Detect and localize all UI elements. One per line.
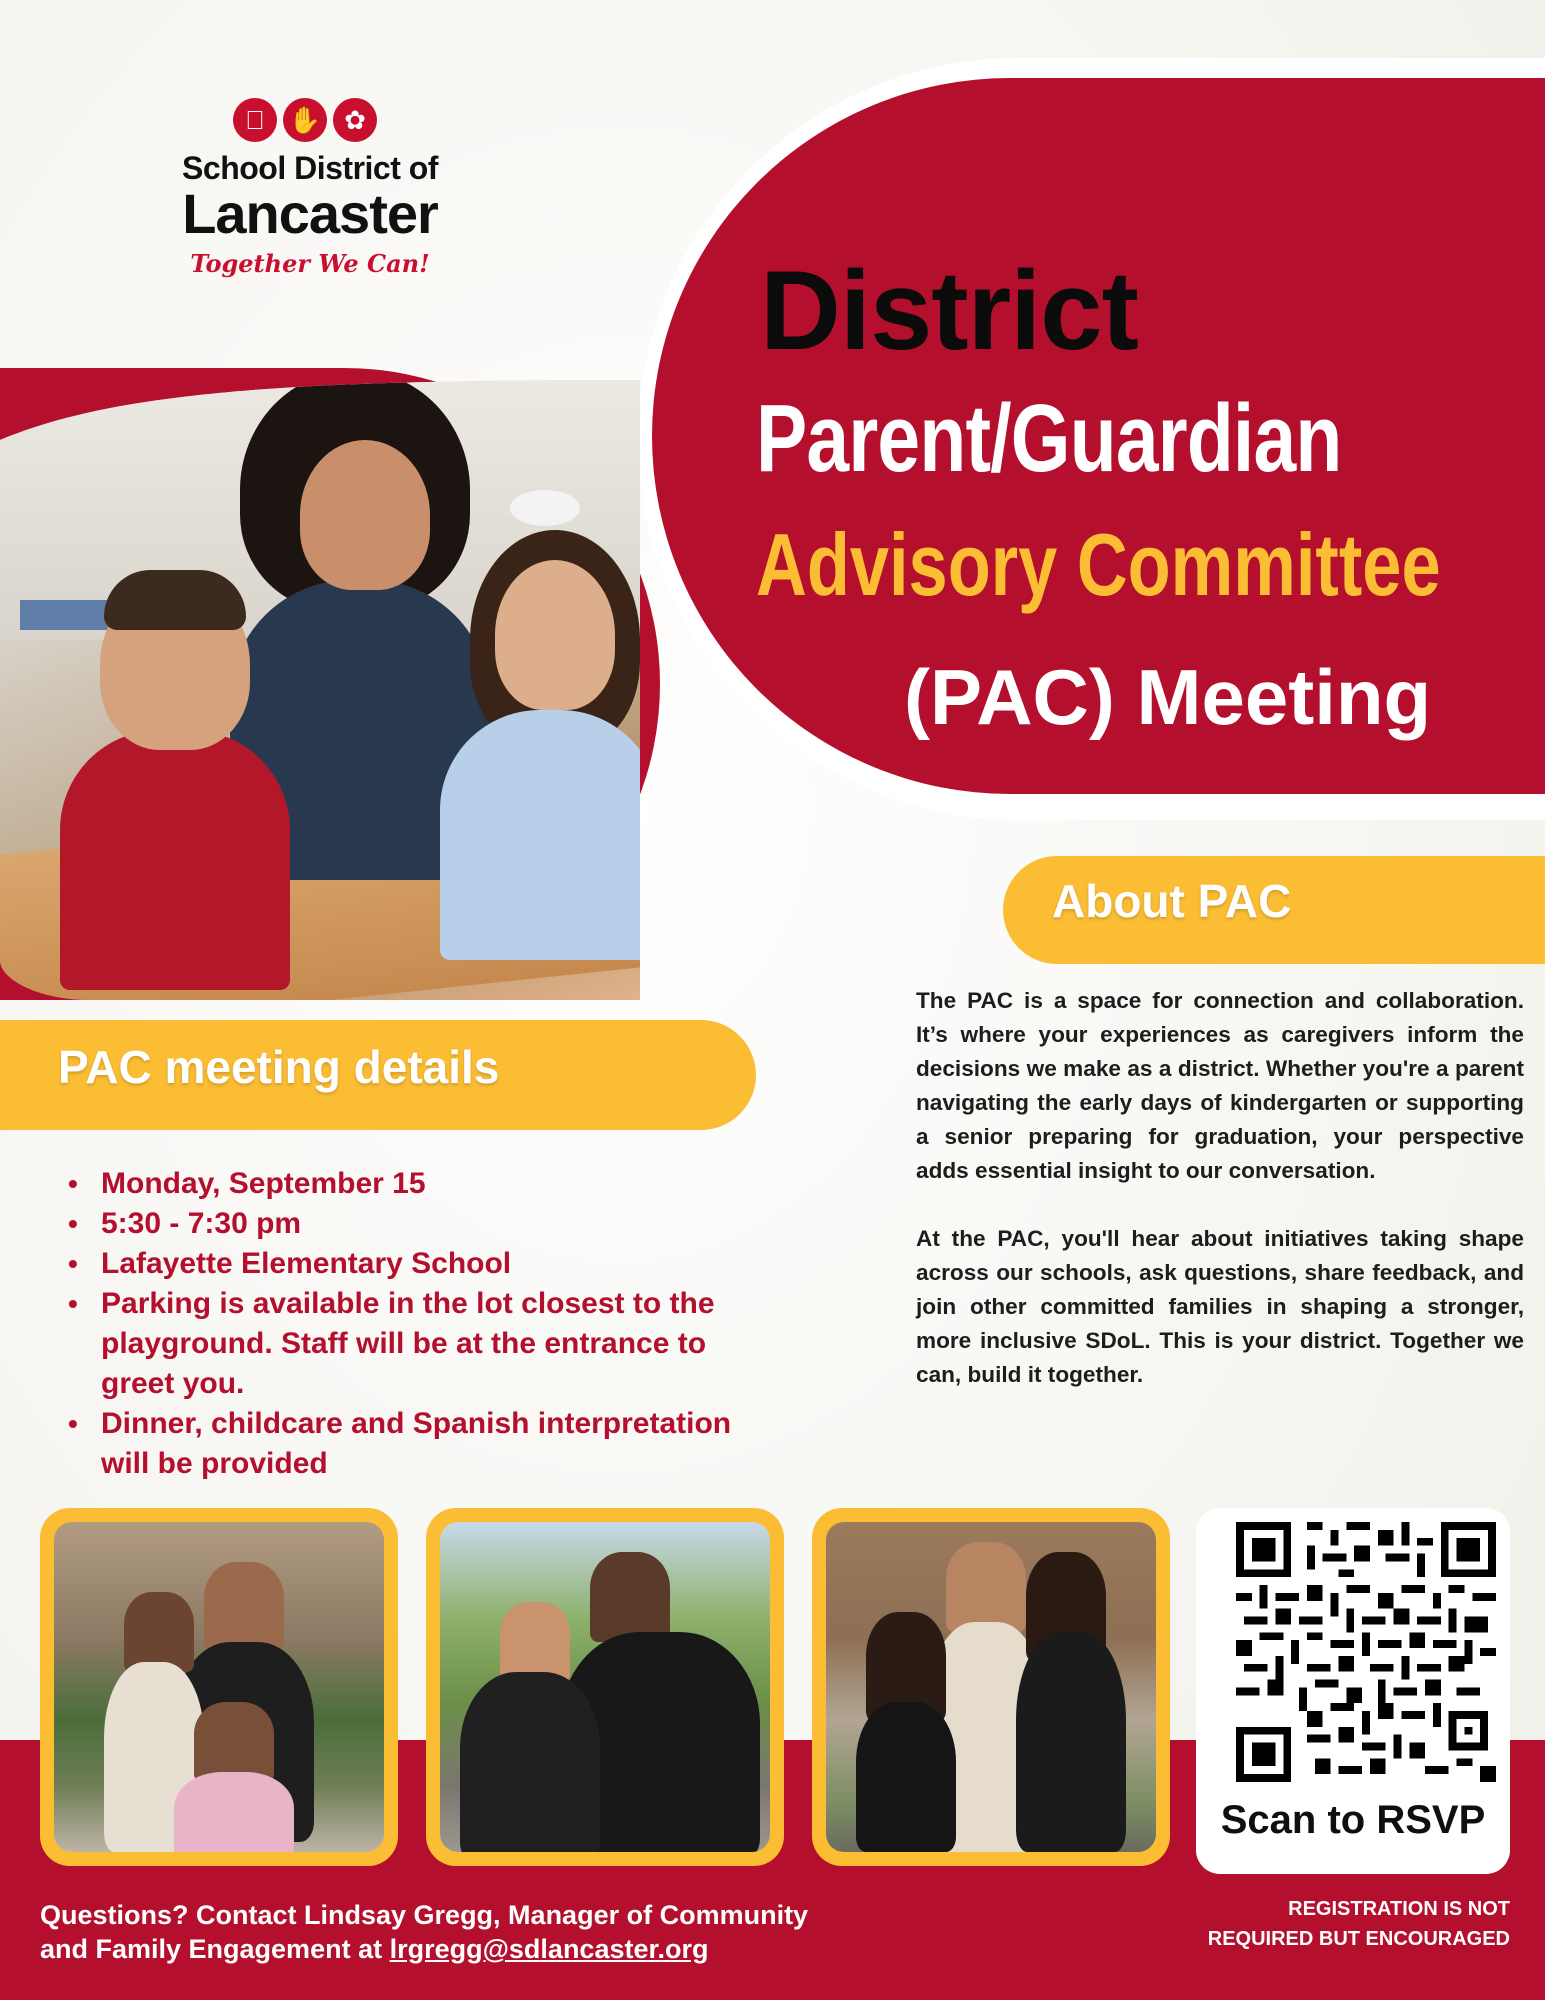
photo-figure <box>500 1602 570 1682</box>
photo-girl-body <box>440 710 660 960</box>
apple-icon <box>233 98 277 142</box>
rsvp-qr-code[interactable] <box>1234 1522 1498 1782</box>
registration-note <box>1170 1894 1510 1954</box>
photo-figure <box>204 1562 284 1652</box>
contact-info <box>40 1898 940 1966</box>
rsvp-label: Scan to RSVP <box>1220 1798 1486 1842</box>
photo-boy-hair <box>104 570 246 630</box>
title-line-parent-guardian: Parent/Guardian <box>756 385 1342 492</box>
photo-figure <box>194 1702 274 1782</box>
details-heading: PAC meeting details <box>58 1041 500 1093</box>
contact-line1: Questions? Contact Lindsay Gregg, Manager of Community <box>40 1900 809 1930</box>
photo-figure <box>174 1772 294 1852</box>
title-line-district: District <box>760 248 1138 373</box>
title-line-pac-meeting: (PAC) Meeting <box>904 653 1432 741</box>
details-services: • Dinner, childcare and Spanish interpretation will be provided <box>68 1404 748 1484</box>
logo-icon-row <box>140 98 470 142</box>
photo-figure <box>124 1592 194 1672</box>
hero-photo <box>0 380 660 1000</box>
district-logo <box>150 98 470 278</box>
about-body <box>916 984 1524 1392</box>
photo-figure <box>946 1542 1026 1632</box>
family-photo-3 <box>826 1522 1156 1852</box>
photo-hair-bow <box>510 490 580 526</box>
photo-woman-face <box>300 440 430 590</box>
hand-icon: ✋ <box>283 98 327 142</box>
about-paragraph-1: The PAC is a space for connection and collaboration. It’s where your experiences as caregivers inform the decisions we make as a district. Whether you're a parent navigating the early days of kindergarten or supporting a senior preparing for graduation, your perspective adds essential insight to our conversation. <box>916 988 1524 1183</box>
registration-note-line1: REGISTRATION IS NOT <box>1288 1898 1510 1920</box>
details-time: • 5:30 - 7:30 pm <box>68 1204 748 1244</box>
logo-tagline: Together We Can! <box>190 249 430 278</box>
family-photo-1 <box>54 1522 384 1852</box>
registration-note-line2: REQUIRED BUT ENCOURAGED <box>1207 1928 1510 1950</box>
details-parking: • Parking is available in the lot closest to the playground. Staff will be at the entrance to greet you. <box>68 1284 748 1404</box>
photo-tile-3 <box>812 1508 1170 1866</box>
logo-line1: School District of <box>182 150 438 186</box>
photo-boy-body <box>60 730 290 990</box>
logo-line2: Lancaster <box>182 182 438 245</box>
about-paragraph-2: At the PAC, you'll hear about initiatives taking shape across our schools, ask questions, share feedback, and join other committed families in shaping a stronger, more inclusive SDoL. This is your district. Together we can, build it together. <box>916 1226 1524 1387</box>
qr-code-graphic <box>1234 1522 1498 1782</box>
photo-tile-2 <box>426 1508 784 1866</box>
family-photo-2 <box>440 1522 770 1852</box>
photo-figure <box>856 1702 956 1852</box>
details-date: • Monday, September 15 <box>68 1164 748 1204</box>
contact-line2 <box>40 1932 940 1966</box>
details-location: • Lafayette Elementary School <box>68 1244 748 1284</box>
photo-figure <box>460 1672 600 1852</box>
photo-tile-1 <box>40 1508 398 1866</box>
contact-line2-prefix: and Family Engagement at <box>40 1934 390 1964</box>
about-heading: About PAC <box>1052 875 1292 927</box>
photo-girl-face <box>495 560 615 710</box>
title-line-advisory-committee: Advisory Committee <box>756 515 1441 614</box>
contact-email-link[interactable]: lrgregg@sdlancaster.org <box>389 1934 709 1964</box>
photo-figure <box>590 1552 670 1642</box>
rose-icon: ✿ <box>333 98 377 142</box>
photo-figure <box>1016 1632 1126 1852</box>
details-list <box>68 1164 748 1484</box>
